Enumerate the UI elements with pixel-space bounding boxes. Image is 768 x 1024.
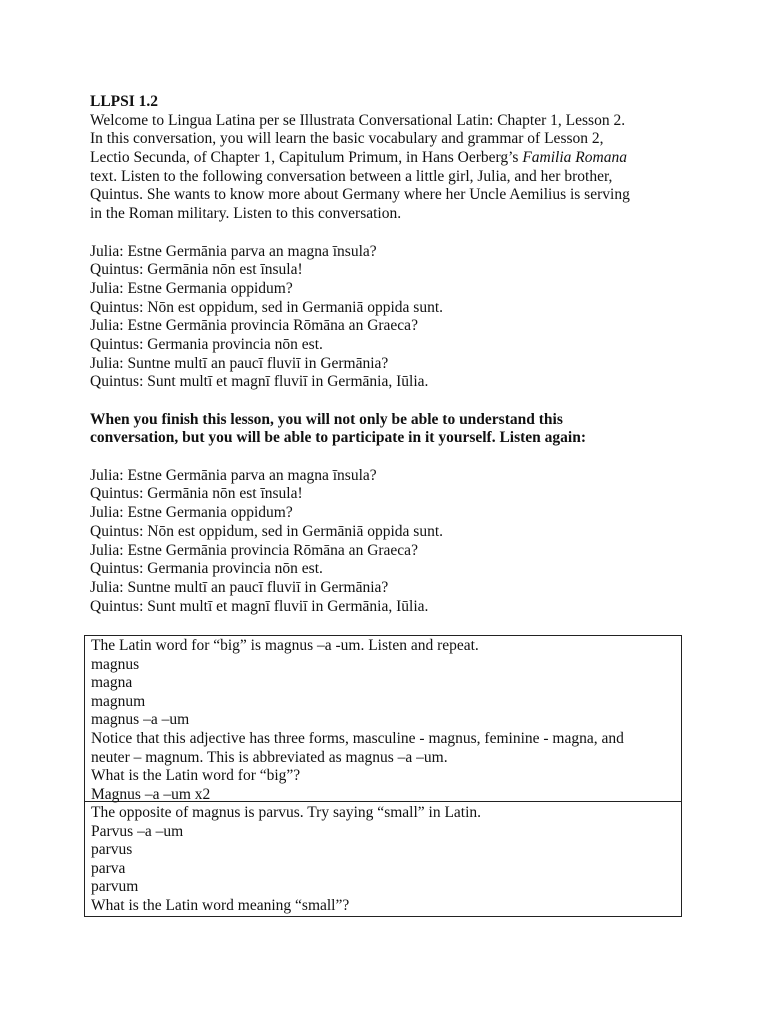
dialogue-line: Julia: Estne Germānia parva an magna īnsula? <box>90 466 377 484</box>
dialogue-line: Quintus: Nōn est oppidum, sed in Germaniā oppida sunt. <box>90 298 444 316</box>
box-line: The opposite of magnus is parvus. Try saying “small” in Latin. <box>91 804 482 821</box>
box-line: parvum <box>91 878 139 896</box>
vocab-box-parvus <box>84 802 682 917</box>
intro-line: Quintus. She wants to know more about Germany where her Uncle Aemilius is serving <box>90 186 630 204</box>
box-line: What is the Latin word for “big”? <box>91 767 301 785</box>
document-heading: LLPSI 1.2 <box>90 93 159 110</box>
box-line: parvus <box>91 841 133 859</box>
vocab-box-magnus <box>84 635 682 802</box>
intro-line: in the Roman military. Listen to this conversation. <box>90 205 402 223</box>
dialogue-line: Quintus: Germania provincia nōn est. <box>90 560 323 578</box>
instruction-line: When you finish this lesson, you will not only be able to understand this <box>90 410 563 428</box>
dialogue-line: Quintus: Germānia nōn est īnsula! <box>90 261 303 279</box>
book-title: Familia Romana <box>522 149 627 167</box>
dialogue-line: Julia: Suntne multī an paucī fluviī in Germānia? <box>90 354 389 372</box>
box-line: magna <box>91 674 133 692</box>
intro-line-text: Lectio Secunda, of Chapter 1, Capitulum Primum, in Hans Oerberg’s <box>90 149 523 167</box>
box-line: parva <box>91 859 126 877</box>
dialogue-line: Quintus: Germānia nōn est īnsula! <box>90 485 303 503</box>
dialogue-line: Julia: Estne Germania oppidum? <box>90 279 293 297</box>
dialogue-line: Julia: Suntne multī an paucī fluviī in Germānia? <box>90 578 389 596</box>
conversation-1 <box>90 243 690 393</box>
box-line: The Latin word for “big” is magnus –a -um. Listen and repeat. <box>91 637 479 654</box>
intro-line: text. Listen to the following conversation between a little girl, Julia, and her brother, <box>90 167 613 185</box>
dialogue-line: Quintus: Nōn est oppidum, sed in Germāniā oppida sunt. <box>90 522 444 540</box>
intro-line: Welcome to Lingua Latina per se Illustrata Conversational Latin: Chapter 1, Lesson 2. <box>90 111 626 129</box>
box-line: Notice that this adjective has three forms, masculine - magnus, feminine - magna, and <box>91 729 624 747</box>
box-line: magnus <box>91 655 140 673</box>
dialogue-line: Julia: Estne Germānia provincia Rōmāna an Graeca? <box>90 317 418 335</box>
box-line: magnus –a –um <box>91 711 190 729</box>
dialogue-line: Quintus: Sunt multī et magnī fluviī in Germānia, Iūlia. <box>90 597 429 615</box>
conversation-2 <box>90 467 690 617</box>
instruction-line: conversation, but you will be able to participate in it yourself. Listen again: <box>90 429 586 447</box>
box-line: Magnus –a –um x2 <box>91 785 211 803</box>
intro-line <box>90 149 690 168</box>
document-body <box>90 93 690 616</box>
dialogue-line: Julia: Estne Germānia provincia Rōmāna an Graeca? <box>90 541 418 559</box>
box-line: neuter – magnum. This is abbreviated as magnus –a –um. <box>91 748 448 766</box>
dialogue-line: Quintus: Sunt multī et magnī fluviī in Germānia, Iūlia. <box>90 373 429 391</box>
dialogue-line: Quintus: Germania provincia nōn est. <box>90 335 323 353</box>
dialogue-line: Julia: Estne Germānia parva an magna īnsula? <box>90 242 377 260</box>
box-line: magnum <box>91 692 146 710</box>
box-line: What is the Latin word meaning “small”? <box>91 896 350 914</box>
intro-line: In this conversation, you will learn the basic vocabulary and grammar of Lesson 2, <box>90 130 604 148</box>
box-line: Parvus –a –um <box>91 822 184 840</box>
dialogue-line: Julia: Estne Germania oppidum? <box>90 504 293 522</box>
